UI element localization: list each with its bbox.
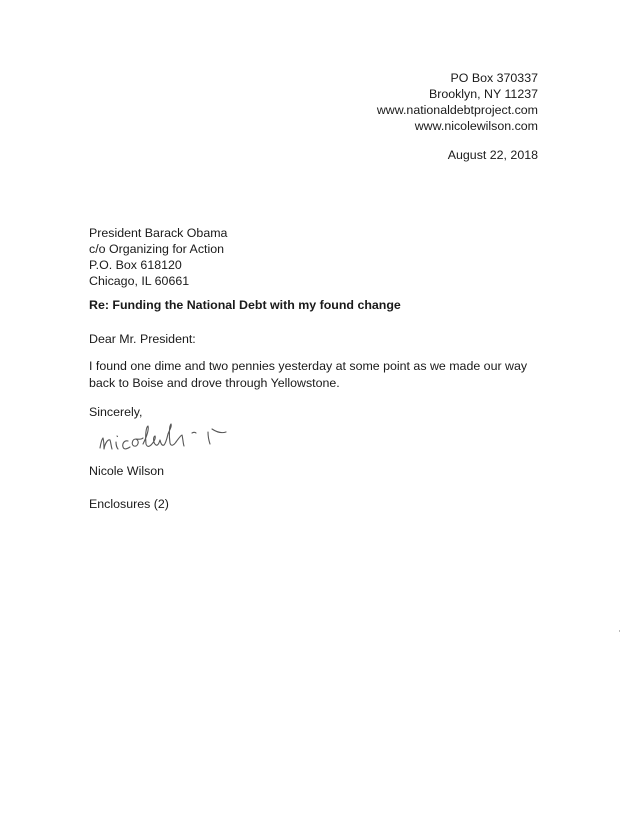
sender-address-line: www.nationaldebtproject.com (376, 103, 538, 117)
recipient-address-line: P.O. Box 618120 (89, 258, 182, 272)
sender-address-line: Brooklyn, NY 11237 (428, 87, 538, 101)
enclosures-note: Enclosures (2) (89, 497, 169, 511)
body-line: I found one dime and two pennies yesterday at some point as we made our way (89, 359, 528, 373)
recipient-address (89, 225, 227, 289)
subject-line: Re: Funding the National Debt with my found change (89, 298, 401, 312)
scan-speck (619, 630, 620, 632)
body-line: back to Boise and drove through Yellowstone. (89, 376, 340, 390)
recipient-address-line: c/o Organizing for Action (89, 242, 224, 256)
sender-address (377, 70, 538, 134)
closing: Sincerely, (89, 405, 143, 419)
salutation: Dear Mr. President: (89, 332, 196, 346)
handwritten-signature (96, 418, 236, 460)
recipient-address-line: President Barack Obama (89, 226, 228, 240)
letter-body (89, 358, 559, 392)
sender-address-line: PO Box 370337 (450, 71, 538, 85)
signer-name: Nicole Wilson (89, 464, 165, 478)
recipient-address-line: Chicago, IL 60661 (89, 274, 190, 288)
letter-date: August 22, 2018 (447, 148, 538, 162)
sender-address-line: www.nicolewilson.com (414, 119, 538, 133)
